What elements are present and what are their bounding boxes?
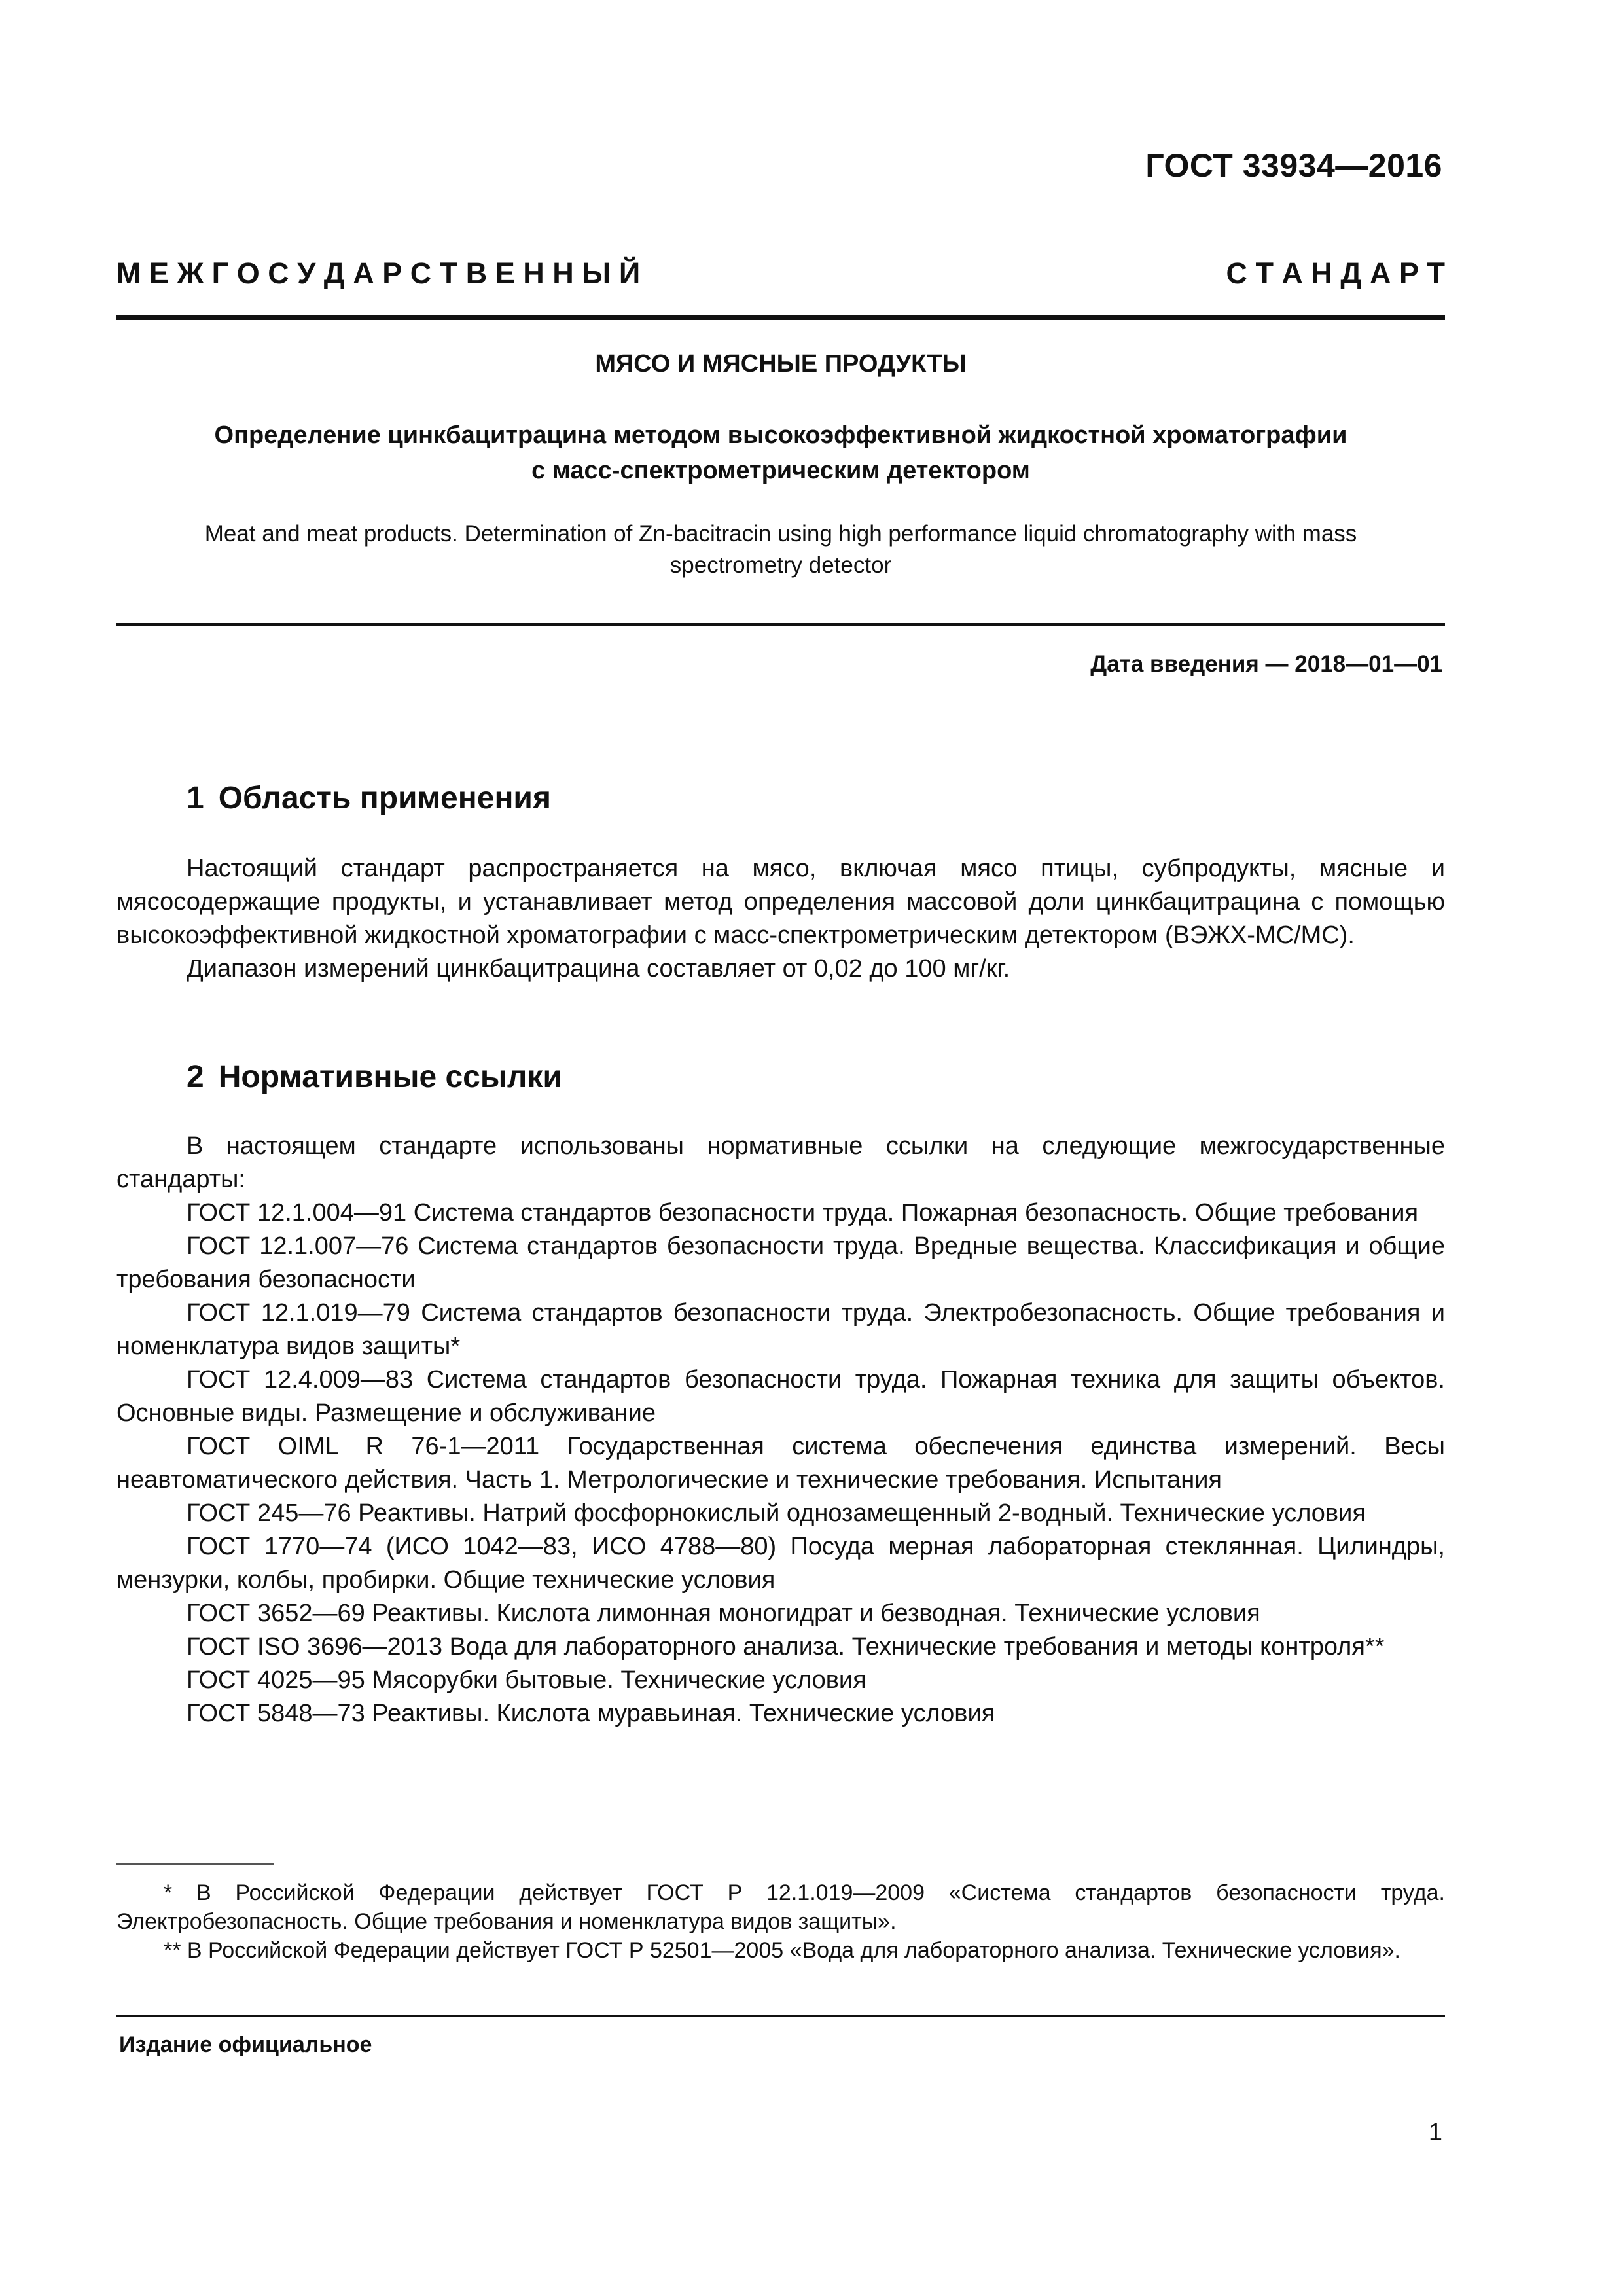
edition-label: Издание официальное	[119, 2032, 372, 2057]
english-title-line: spectrometry detector	[669, 552, 892, 578]
introduction-date: Дата введения — 2018—01—01	[1090, 651, 1442, 677]
section-title: Область применения	[218, 781, 551, 816]
interstate-standard-banner	[116, 257, 1445, 291]
footnote: * В Российской Федерации действует ГОСТ Р 12.1.019—2009 «Система стандартов безопасности труда. Электробезопасность. Общие требования и номенклатура видов защиты».	[116, 1880, 1445, 1934]
reference-item: ГОСТ OIML R 76-1—2011 Государственная система обеспечения единства измерений. Весы неавтоматического действия. Часть 1. Метрологические и технические требования. Испытания	[116, 1433, 1445, 1494]
interstate-word: М Е Ж Г О С У Д А Р С Т В Е Н Н Ы Й	[116, 257, 641, 290]
page-number: 1	[1428, 2119, 1442, 2146]
standard-word: С Т А Н Д А Р Т	[1226, 257, 1445, 290]
section-title: Нормативные ссылки	[218, 1060, 562, 1094]
sub-title-line: Определение цинкбацитрацина методом высокоэффективной жидкостной хроматографии	[214, 422, 1347, 449]
sub-title-line: с масс-спектрометрическим детектором	[531, 457, 1030, 484]
reference-item: ГОСТ 12.4.009—83 Система стандартов безопасности труда. Пожарная техника для защиты объектов. Основные виды. Размещение и обслуживание	[116, 1366, 1445, 1427]
reference-item: ГОСТ 12.1.004—91 Система стандартов безопасности труда. Пожарная безопасность. Общие требования	[187, 1199, 1419, 1227]
section-heading-scope	[187, 780, 551, 816]
section-heading-normative-references	[187, 1059, 562, 1095]
sub-title	[116, 418, 1445, 488]
reference-item: ГОСТ 1770—74 (ИСО 1042—83, ИСО 4788—80) Посуда мерная лабораторная стеклянная. Цилиндры, мензурки, колбы, пробирки. Общие технические условия	[116, 1533, 1445, 1594]
reference-item: ГОСТ 3652—69 Реактивы. Кислота лимонная моногидрат и безводная. Технические условия	[187, 1600, 1260, 1627]
footnotes	[116, 1878, 1445, 1965]
header-rule	[116, 315, 1445, 320]
english-title	[116, 518, 1445, 581]
footer-rule	[116, 2015, 1445, 2017]
english-title-line: Meat and meat products. Determination of Zn-bacitracin using high performance liquid chromatography with mass	[204, 521, 1357, 547]
gost-number: ГОСТ 33934—2016	[1145, 147, 1442, 184]
section-number: 1	[187, 781, 204, 816]
reference-item: ГОСТ 12.1.019—79 Система стандартов безопасности труда. Электробезопасность. Общие требования и номенклатура видов защиты*	[116, 1299, 1445, 1360]
footnote: ** В Российской Федерации действует ГОСТ Р 52501—2005 «Вода для лабораторного анализа. Технические условия».	[164, 1938, 1400, 1963]
paragraph: В настоящем стандарте использованы нормативные ссылки на следующие межгосударственные стандарты:	[116, 1132, 1445, 1193]
reference-item: ГОСТ 4025—95 Мясорубки бытовые. Технические условия	[187, 1666, 866, 1694]
reference-item: ГОСТ 245—76 Реактивы. Натрий фосфорнокислый однозамещенный 2-водный. Технические условия	[187, 1499, 1366, 1527]
reference-item: ГОСТ ISO 3696—2013 Вода для лабораторного анализа. Технические требования и методы контроля**	[187, 1633, 1385, 1660]
main-title: МЯСО И МЯСНЫЕ ПРОДУКТЫ	[595, 350, 967, 378]
paragraph: Настоящий стандарт распространяется на мясо, включая мясо птицы, субпродукты, мясные и мясосодержащие продукты, и устанавливает метод определения массовой доли цинкбацитрацина с помощью высокоэффективной жидкостной хроматографии с масс-спектрометрическим детектором (ВЭЖХ-МС/МС).	[116, 855, 1445, 949]
title-rule	[116, 623, 1445, 626]
reference-item: ГОСТ 5848—73 Реактивы. Кислота муравьиная. Технические условия	[187, 1700, 995, 1727]
paragraph: Диапазон измерений цинкбацитрацина составляет от 0,02 до 100 мг/кг.	[187, 955, 1010, 982]
section-number: 2	[187, 1060, 204, 1094]
reference-item: ГОСТ 12.1.007—76 Система стандартов безопасности труда. Вредные вещества. Классификация и общие требования безопасности	[116, 1232, 1445, 1293]
footnote-separator	[116, 1863, 274, 1865]
section-body-scope	[116, 852, 1445, 986]
section-body-normative-references	[116, 1130, 1445, 1731]
